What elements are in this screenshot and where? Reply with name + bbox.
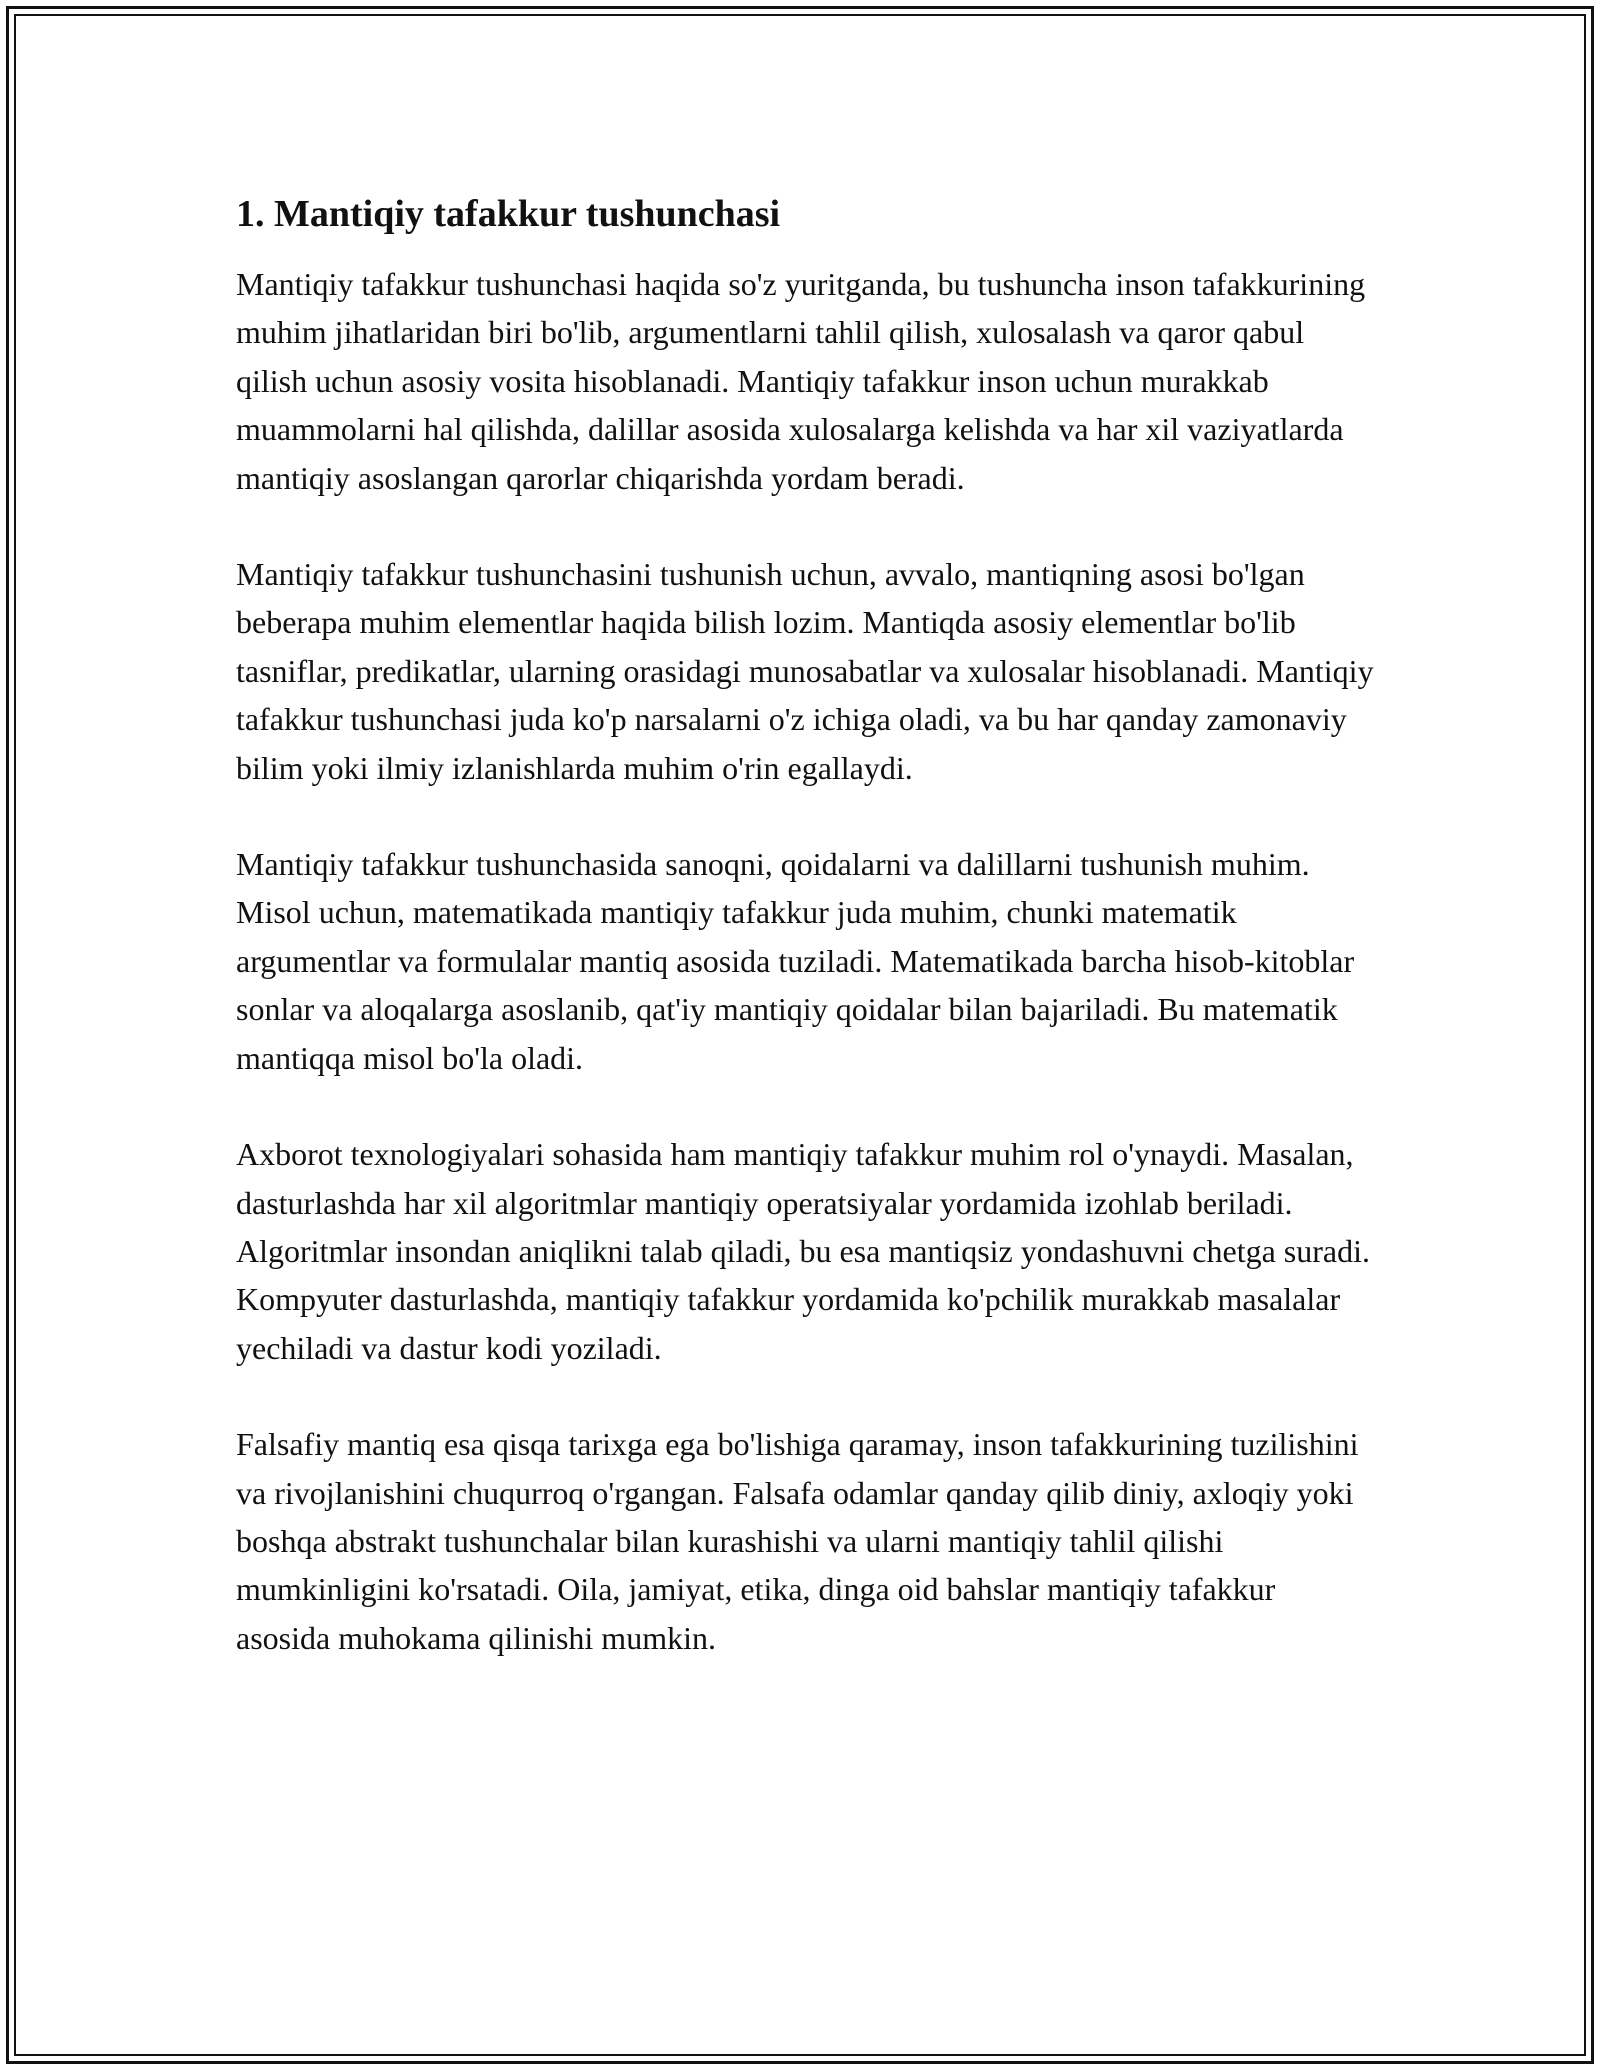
paragraph-5: Falsafiy mantiq esa qisqa tarixga ega bo'lishiga qaramay, inson tafakkurining tuzilishini va rivojlanishini chuqurroq o'rgangan. Falsafa odamlar qanday qilib diniy, axloqiy yoki boshqa abstrakt tushunchalar bilan kurashishi va ularni mantiqiy tahlil qilishi mumkinligini ko'rsatadi. Oila, jamiyat, etika, dinga oid bahslar mantiqiy tafakkur asosida muhokama qilinishi mumkin.	[236, 1426, 1359, 1656]
paragraph-3: Mantiqiy tafakkur tushunchasida sanoqni, qoidalarni va dalillarni tushunish muhim. Misol uchun, matematikada mantiqiy tafakkur juda muhim, chunki matematik argumentlar va formulalar mantiq asosida tuziladi. Matematikada barcha hisob-kitoblar sonlar va aloqalarga asoslanib, qat'iy mantiqiy qoidalar bilan bajariladi. Bu matematik mantiqqa misol bo'la oladi.	[236, 846, 1355, 1076]
document-body	[236, 188, 1376, 1710]
paragraph-2: Mantiqiy tafakkur tushunchasini tushunish uchun, avvalo, mantiqning asosi bo'lgan beberapa muhim elementlar haqida bilish lozim. Mantiqda asosiy elementlar bo'lib tasniflar, predikatlar, ularning orasidagi munosabatlar va xulosalar hisoblanadi. Mantiqiy tafakkur tushunchasi juda ko'p narsalarni o'z ichiga oladi, va bu har qanday zamonaviy bilim yoki ilmiy izlanishlarda muhim o'rin egallaydi.	[236, 556, 1374, 786]
section-title: 1. Mantiqiy tafakkur tushunchasi	[236, 193, 781, 235]
paragraph-1: Mantiqiy tafakkur tushunchasi haqida so'z yuritganda, bu tushuncha inson tafakkurining muhim jihatlaridan biri bo'lib, argumentlarni tahlil qilish, xulosalash va qaror qabul qilish uchun asosiy vosita hisoblanadi. Mantiqiy tafakkur inson uchun murakkab muammolarni hal qilishda, dalillar asosida xulosalarga kelishda va har xil vaziyatlarda mantiqiy asoslangan qarorlar chiqarishda yordam beradi.	[236, 266, 1366, 496]
paragraph-4: Axborot texnologiyalari sohasida ham mantiqiy tafakkur muhim rol o'ynaydi. Masalan, dasturlashda har xil algoritmlar mantiqiy operatsiyalar yordamida izohlab beriladi. Algoritmlar insondan aniqlikni talab qiladi, bu esa mantiqsiz yondashuvni chetga suradi. Kompyuter dasturlashda, mantiqiy tafakkur yordamida ko'pchilik murakkab masalalar yechiladi va dastur kodi yoziladi.	[236, 1136, 1370, 1366]
